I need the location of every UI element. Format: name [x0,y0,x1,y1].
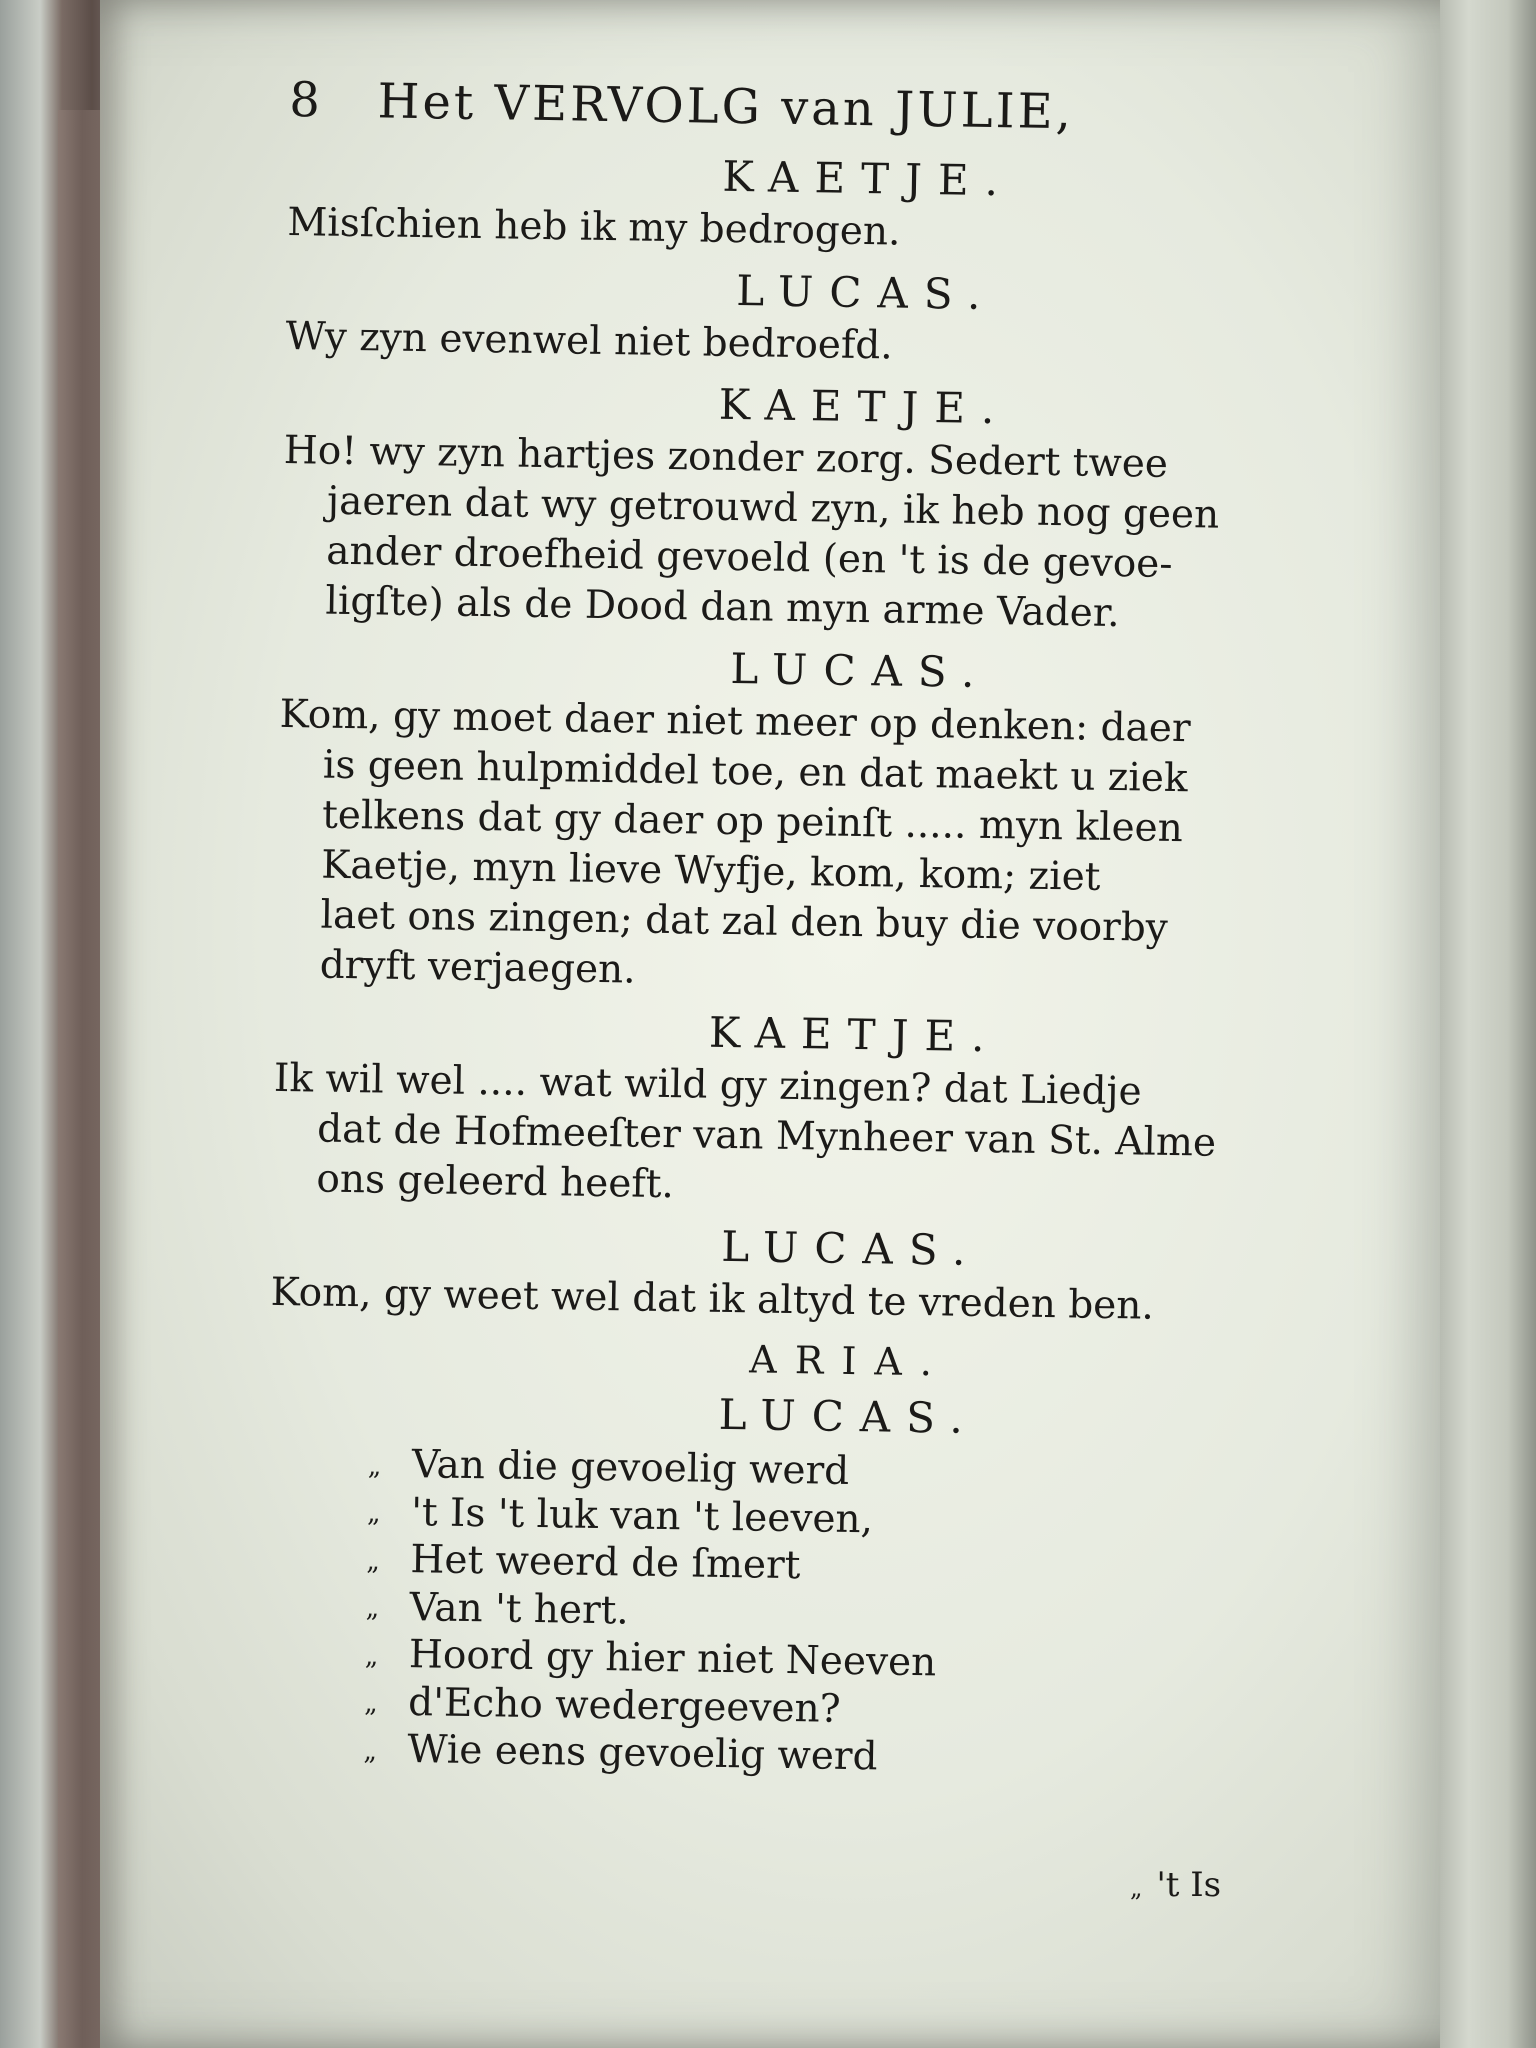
page-number: 8 [288,71,324,129]
speech-line: dryft verjaegen. [319,942,636,993]
speaker-name: KAETJE. [718,379,1011,434]
quote-mark: „ [363,1735,378,1767]
dialogue [270,140,1348,1335]
speech-paragraph [272,1054,1334,1221]
speaker-name: LUCAS. [736,266,997,320]
speech-line: ons geleerd heeft. [316,1156,675,1208]
quote-mark: „ [366,1498,381,1529]
speech-paragraph [275,690,1340,1007]
speech-line: is geen hulpmiddel toe, en dat maekt u ziek [322,742,1188,802]
speech-line: Wy zyn evenwel niet bedroefd. [285,313,894,369]
verse-text: 't Is 't luk van 't leeven, [410,1489,874,1542]
speech-paragraph [281,426,1344,643]
speech-line: ander droefheid gevoeld (en 't is de gevoe- [325,528,1173,587]
quote-mark: „ [364,1640,379,1672]
speaker-name: LUCAS. [720,1221,982,1276]
verse-text: Hoord gy hier niet Neeven [408,1632,937,1686]
aria-section [263,1324,1330,1789]
verse-text: d'Echo wedergeeven? [407,1679,841,1732]
speaker-name: LUCAS. [730,643,991,698]
speech-line: telkens dat gy daer op peinſt ..... myn kleen [321,792,1184,852]
catchword-text: 't Is [1156,1865,1222,1905]
speech-line: ligſte) als de Dood dan myn arme Vader. [325,578,1120,637]
verse-text: Van 't hert. [409,1584,630,1634]
speech-line: Misſchien heb ik my bedrogen. [287,199,901,255]
aria-heading: ARIA. [749,1337,951,1385]
quote-mark: „ [366,1545,381,1577]
speech-line: Kom, gy moet daer niet meer op denken: daer [279,691,1191,752]
running-title: Het VERVOLG van JULIE, [377,73,1075,141]
aria-speaker: LUCAS. [718,1389,980,1443]
page-text [263,60,1350,1789]
speech-line: jaeren dat wy getrouwd zyn, ik heb nog geen [326,478,1220,538]
next-page-edge [1440,0,1536,2048]
speaker-name: KAETJE. [708,1007,1001,1062]
speech-line: Ik wil wel .... wat wild gy zingen? dat Liedje [273,1055,1142,1115]
verse-text: Van die gevoelig werd [411,1442,850,1494]
aria-verses [263,1440,1328,1789]
speech-line: Ho! wy zyn hartjes zonder zorg. Sedert twee [283,427,1169,487]
verse-text: Het weerd de ſmert [410,1537,801,1589]
speech-line: Kom, gy weet wel dat ik altyd te vreden ben. [270,1269,1155,1329]
speech-line: laet ons zingen; dat zal den buy die voorby [320,892,1169,951]
quote-mark: „ [367,1450,382,1482]
verse-text: Wie eens gevoelig werd [407,1727,878,1780]
quote-mark: „ [365,1593,380,1624]
running-header [289,60,1350,157]
speech-line: dat de Hofmeeſter van Mynheer van St. Alme [316,1106,1217,1166]
speaker-name: KAETJE. [722,151,1015,206]
catchword-quote-mark: „ [1130,1874,1143,1902]
quote-mark: „ [363,1688,378,1719]
speech-line: Kaetje, myn lieve Wyfje, kom, kom; ziet [321,842,1101,900]
catchword [1130,1865,1221,1905]
